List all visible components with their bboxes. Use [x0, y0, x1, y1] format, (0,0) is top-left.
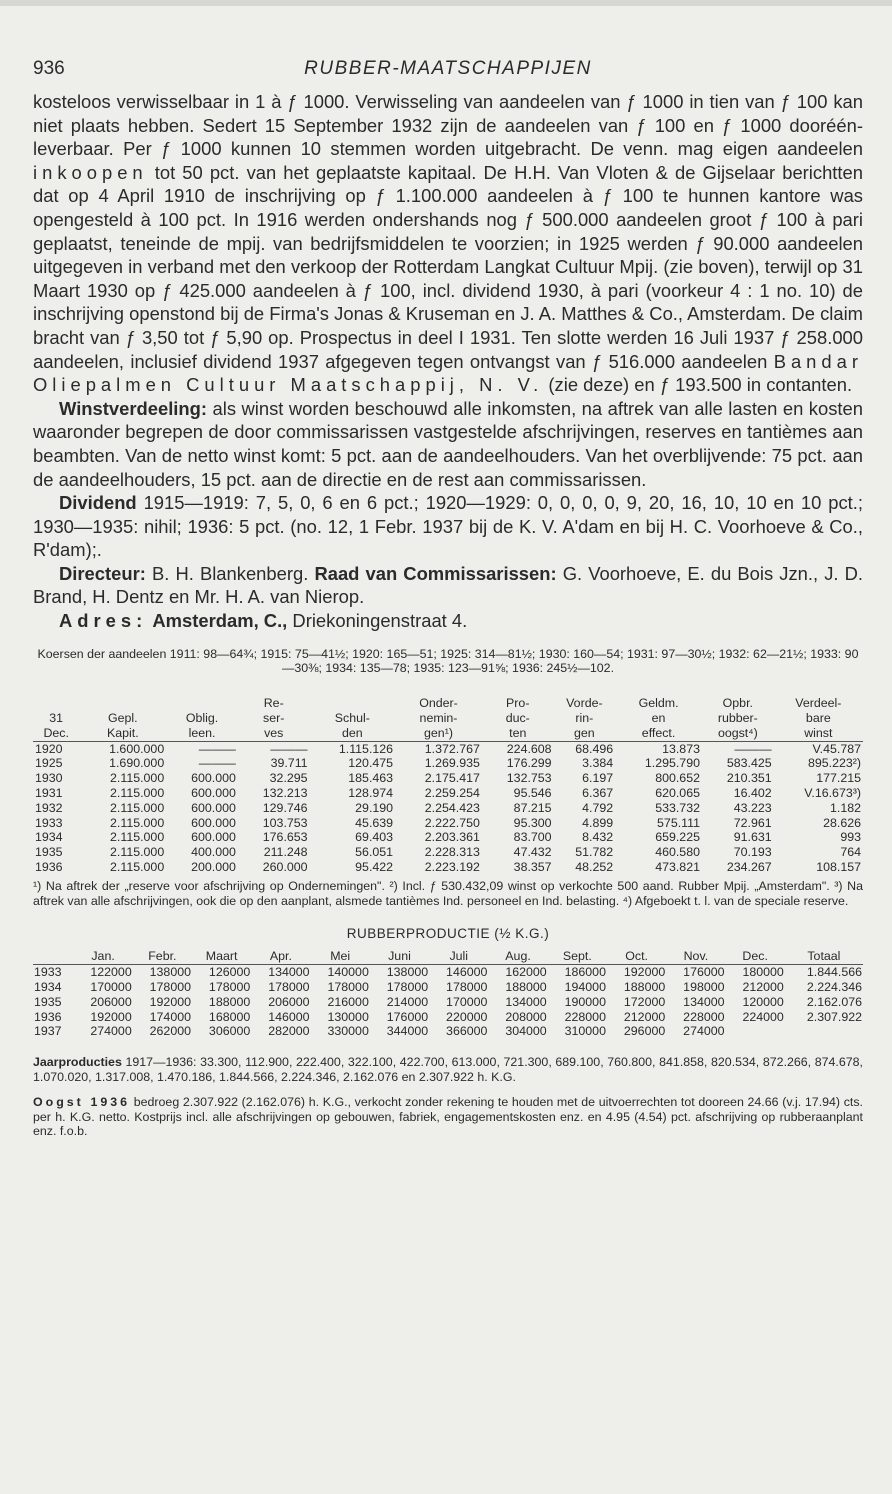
row-year: 1925 [35, 756, 63, 771]
scan-top-edge [0, 0, 892, 6]
table-cell: 2.115.000 [110, 845, 165, 860]
table-cell: 178000 [386, 980, 429, 994]
text-span: kosteloos verwisselbaar in 1 à ƒ 1000. Verwisseling van aandeelen van ƒ 1000 in tien van ƒ 100 kan niet plaats hebben. Sedert 15 September 1932 zijn de aandeelen van ƒ 100 en ƒ 1000 dooréén-leverbaar. Per ƒ 1000 kunnen 10 stemmen worden uitgebracht. De venn. mag eigen aandeelen [33, 91, 863, 160]
table-cell: 178000 [268, 980, 310, 994]
table-cell: 274000 [90, 1024, 132, 1039]
table-cell: 6.367 [582, 786, 614, 801]
column-header-line: rubber- [717, 711, 758, 726]
table-row [33, 756, 863, 771]
table-cell: 47.432 [513, 845, 552, 860]
table-row [33, 771, 863, 786]
column-header: Oct. [607, 949, 666, 964]
emphasis-spaced: inkoopen [33, 161, 148, 183]
table-cell: 764 [840, 845, 861, 860]
table-cell: 3.384 [582, 756, 614, 771]
table-cell: 206000 [268, 994, 310, 1009]
column-header-line: Verdeel- [795, 696, 842, 711]
table-cell: 172000 [623, 994, 666, 1009]
column-header [615, 696, 702, 741]
table-cell: 895.223²) [807, 756, 861, 771]
table-cell: 220000 [446, 1009, 488, 1024]
table-row [33, 980, 863, 995]
text-span: 1917—1936: 33.300, 112.900, 222.400, 322.100, 422.700, 613.000, 721.300, 689.100, 760.800, 841.858, 820.534, 872.266, 874.678, 1.070.020, 1.317.008, 1.470.186, 1.844.566, 2.224.346, 2.162.076 en 2.307.922 h. K.G. [33, 1055, 863, 1084]
column-header-line: nemin- [419, 711, 458, 726]
table-cell: 180000 [742, 965, 784, 980]
row-year: 1936 [34, 1009, 62, 1024]
table-cell: 600.000 [191, 830, 236, 845]
table-cell: 138000 [386, 965, 429, 980]
document-page [33, 58, 863, 1139]
column-header-line: Re- [263, 696, 284, 711]
table-cell: 600.000 [191, 786, 236, 801]
table-cell: 28.626 [823, 815, 861, 830]
table-cell: 190000 [564, 994, 606, 1009]
table-cell: 45.639 [355, 815, 394, 830]
table-cell: 134000 [268, 965, 310, 980]
text-span: G. Voorhoeve, E. du Bois Jzn., J. D. Brand, H. Dentz en Mr. H. A. van Nierop. [33, 562, 863, 608]
table-cell: 1.600.000 [109, 741, 165, 756]
table-cell: 620.065 [655, 786, 700, 801]
table-cell: 178000 [208, 980, 251, 994]
column-header-line: ser- [263, 711, 285, 726]
table-cell: 4.899 [582, 815, 614, 830]
table-cell: 2.254.423 [424, 800, 480, 815]
table-cell: 212000 [623, 1009, 666, 1024]
row-year: 1934 [34, 980, 62, 994]
table-cell: 83.700 [513, 830, 552, 845]
row-year: 1933 [35, 815, 63, 830]
emphasis-spaced: Bandar Oliepalmen Cultuur Maatschappij, N. V. [33, 350, 863, 396]
table-cell: 186000 [564, 965, 606, 980]
text-span: bedroeg 2.307.922 (2.162.076) h. K.G., verkocht zonder rekening te houden met de uitvoerrechten tot dooreen 24.66 (v.j. 17.94) cts. per h. K.G. netto. Kostprijs incl. alle afschrijvingen op gebouwen, fabriek, engagementskosten enz. en 4.95 (4.54) pct. afschrijving op rubberaanplant enz. f.o.b. [33, 1094, 863, 1139]
table-cell [726, 1024, 785, 1039]
table-cell: 1.269.935 [424, 756, 480, 771]
column-header [482, 696, 554, 741]
table-cell: 533.732 [655, 800, 700, 815]
table-cell: 228000 [564, 1009, 606, 1024]
table-cell: 43.223 [733, 800, 772, 815]
table-cell: 8.432 [582, 830, 614, 845]
table-cell: 87.215 [513, 800, 552, 815]
table-cell: 192000 [90, 1009, 132, 1024]
table-cell: 140000 [327, 965, 369, 980]
table-cell: 304000 [505, 1024, 547, 1039]
column-header-line: den [341, 725, 363, 740]
column-header [166, 696, 238, 741]
table-header-row [33, 949, 863, 964]
row-year: 1936 [35, 860, 63, 875]
table-cell: 262000 [149, 1024, 191, 1039]
table-cell: 2.223.192 [424, 860, 480, 875]
share-prices: Koersen der aandeelen 1911: 98—64¾; 1915: 75—41½; 1920: 165—51; 1925: 314—81½; 1930: 160—54; 1931: 97—30½; 1932: 62—21½; 1933: 90—30⅜; 1934: 135—78; 1935: 123—91⅝; 1936: 245½—102. [37, 646, 859, 676]
production-table [33, 949, 863, 1039]
table-cell: 6.197 [582, 771, 614, 786]
running-header [33, 58, 863, 90]
column-header [238, 696, 310, 741]
table-cell: 473.821 [655, 860, 700, 875]
column-header-line: Gepl. [107, 711, 138, 726]
table-cell: 16.402 [733, 786, 772, 801]
table-cell: 29.190 [355, 800, 394, 815]
table-cell: 38.357 [513, 860, 552, 875]
table-cell: 68.496 [575, 741, 614, 756]
table-cell: 174000 [149, 1009, 191, 1024]
table-cell: 2.115.000 [110, 860, 165, 875]
table-cell: 234.267 [726, 860, 772, 875]
production-table-body [33, 965, 863, 1039]
row-year: 1931 [35, 786, 63, 801]
table-footnotes: ¹) Na aftrek der „reserve voor afschrijving op Ondernemingen". ²) Incl. ƒ 530.432,09 winst op verkochte 500 aand. Rubber Mpij. „Amsterdam". ³) Na aftrek van alle afschrijvingen, ook die op den aanplant, alsmede tantièmes Ind. personeel en Ind. belasting. ⁴) Afgeboekt t. l. van de speciale reserve. [33, 878, 863, 908]
table-cell: 103.753 [262, 815, 308, 830]
table-cell: 69.403 [355, 830, 394, 845]
table-cell: 1.182 [829, 800, 861, 815]
table-cell: 162000 [505, 965, 547, 980]
column-header: Sept. [548, 949, 607, 964]
financial-table-head [33, 696, 863, 741]
column-header-line: Geldm. [638, 696, 679, 711]
share-issuance-paragraph [33, 90, 863, 397]
column-header-line: Vorde- [566, 696, 603, 711]
table-cell: 188000 [623, 980, 666, 994]
table-cell: 146000 [268, 1009, 310, 1024]
table-cell: 214000 [386, 994, 429, 1009]
row-year: 1937 [34, 1024, 62, 1039]
table-cell: 208000 [505, 1009, 547, 1024]
column-header [33, 696, 79, 741]
column-header [554, 696, 616, 741]
column-header-line: gen [574, 725, 595, 740]
table-cell: 600.000 [191, 815, 236, 830]
table-cell: 134000 [683, 994, 725, 1009]
column-header [395, 696, 482, 741]
table-row [33, 816, 863, 831]
dividend-paragraph [33, 491, 863, 562]
column-header: Aug. [488, 949, 547, 964]
table-cell: 138000 [149, 965, 191, 980]
table-cell: 176000 [386, 1009, 429, 1024]
winstverdeeling-paragraph [33, 397, 863, 491]
table-cell: 132.213 [262, 786, 308, 801]
row-year: 1935 [35, 845, 63, 860]
table-cell: 1.115.126 [338, 741, 394, 756]
table-cell: 168000 [208, 1009, 251, 1024]
text-span: 1915—1919: 7, 5, 0, 6 en 6 pct.; 1920—1929: 0, 0, 0, 0, 9, 20, 16, 10, 10 en 10 pct.; 1930—1935: nihil; 1936: 5 pct. (no. 12, 1 Febr. 1937 bij de K. V. A'dam en bij H. C. Voorhoeve & Co., R'dam);. [33, 492, 863, 561]
section-label: Adres: [59, 610, 148, 632]
column-header-line: duc- [505, 711, 530, 726]
table-row [33, 1024, 863, 1039]
table-cell: ——— [734, 741, 772, 756]
table-cell: 192000 [623, 965, 666, 980]
directie-paragraph [33, 562, 863, 609]
table-cell: 2.115.000 [110, 786, 165, 801]
table-cell: 192000 [149, 994, 191, 1009]
table-cell: 228000 [683, 1009, 725, 1024]
column-header-line: effect. [641, 725, 676, 740]
table-cell: 206000 [90, 994, 132, 1009]
column-header [774, 696, 863, 741]
table-cell: 130000 [327, 1009, 369, 1024]
table-cell: 274000 [683, 1024, 725, 1039]
column-header [702, 696, 774, 741]
table-cell: 91.631 [733, 830, 772, 845]
table-cell: 1.690.000 [109, 756, 165, 771]
table-cell: 185.463 [348, 771, 394, 786]
column-header-line: Oblig. [185, 711, 219, 726]
table-row [33, 801, 863, 816]
table-row [33, 860, 863, 875]
table-cell: 176000 [683, 965, 725, 980]
table-cell: 122000 [90, 965, 132, 980]
table-cell: 583.425 [726, 756, 772, 771]
table-cell: 2.115.000 [110, 830, 165, 845]
section-label: Jaarproducties [33, 1055, 122, 1070]
column-header: Febr. [133, 949, 192, 964]
table-cell: 188000 [505, 980, 547, 994]
column-header-line: Dec. [43, 725, 69, 740]
table-cell: 993 [840, 830, 861, 845]
table-cell: 296000 [623, 1024, 666, 1039]
table-cell: V.16.673³) [804, 786, 861, 801]
table-cell: 13.873 [662, 741, 700, 756]
column-header-line: winst [804, 725, 833, 740]
table-cell: 120000 [742, 994, 784, 1009]
body-text [33, 90, 863, 633]
table-cell: 400.000 [191, 845, 236, 860]
financial-table-body [33, 741, 863, 875]
oogst-paragraph [33, 1095, 863, 1139]
table-cell: 216000 [327, 994, 369, 1009]
column-header: Apr. [251, 949, 310, 964]
column-header: Maart [192, 949, 251, 964]
page-number: 936 [33, 58, 65, 79]
table-cell: 170000 [446, 994, 488, 1009]
table-cell: 282000 [268, 1024, 310, 1039]
column-header-line: Schul- [334, 711, 370, 726]
table-cell: 95.546 [513, 786, 552, 801]
table-cell: 194000 [564, 980, 606, 994]
table-cell: 2.224.346 [806, 980, 862, 994]
table-cell: 2.307.922 [806, 1009, 862, 1024]
table-cell: 2.115.000 [110, 815, 165, 830]
table-cell: 128.974 [348, 786, 394, 801]
running-title: RUBBER-MAATSCHAPPIJEN [304, 58, 592, 79]
table-cell: 176.299 [506, 756, 552, 771]
table-row [33, 845, 863, 860]
column-header-line: leen. [188, 725, 216, 740]
table-header-row [33, 696, 863, 741]
column-header-line: Pro- [506, 696, 530, 711]
financial-table [33, 696, 863, 875]
table-cell: 344000 [386, 1024, 429, 1039]
section-label: Directeur: [59, 562, 146, 584]
table-cell: 178000 [327, 980, 369, 994]
column-header [33, 949, 73, 964]
table-cell: 56.051 [355, 845, 394, 860]
row-year: 1920 [35, 741, 63, 756]
column-header-line: rin- [575, 711, 594, 726]
table-cell: 48.252 [575, 860, 614, 875]
table-cell: 330000 [327, 1024, 369, 1039]
column-header-line: ten [509, 725, 527, 740]
table-cell: ——— [270, 741, 308, 756]
column-header-line: 31 [49, 711, 64, 726]
table-cell: 200.000 [191, 860, 236, 875]
table-cell: 178000 [446, 980, 488, 994]
table-cell: 126000 [208, 965, 251, 980]
table-cell: 2.162.076 [806, 994, 862, 1009]
row-year: 1930 [35, 771, 63, 786]
table-cell: 177.215 [816, 771, 861, 786]
table-cell: 2.222.750 [424, 815, 480, 830]
table-cell: 366000 [446, 1024, 488, 1039]
table-row [33, 1010, 863, 1025]
table-cell: 212000 [742, 980, 784, 994]
table-cell: 460.580 [655, 845, 700, 860]
table-cell: 129.746 [262, 800, 308, 815]
table-cell: 2.115.000 [110, 800, 165, 815]
table-cell: 39.711 [270, 756, 308, 771]
table-cell: 32.295 [269, 771, 308, 786]
table-cell: 211.248 [263, 845, 308, 860]
table-cell: 51.782 [575, 845, 614, 860]
table-cell: 146000 [446, 965, 488, 980]
table-cell: 260.000 [262, 860, 308, 875]
table-cell: 170000 [90, 980, 132, 994]
table-cell: 659.225 [655, 830, 700, 845]
table-cell: 108.157 [816, 860, 861, 875]
row-year: 1933 [34, 965, 62, 980]
table-cell: 95.422 [355, 860, 394, 875]
column-header: Dec. [726, 949, 785, 964]
column-header: Juni [370, 949, 429, 964]
address-street: Driekoningenstraat 4. [292, 610, 468, 632]
row-year: 1934 [35, 830, 63, 845]
table-cell: 2.115.000 [110, 771, 165, 786]
row-year: 1935 [34, 994, 62, 1009]
column-header-line: en [651, 711, 666, 726]
table-cell: 188000 [208, 994, 251, 1009]
table-cell: 600.000 [191, 771, 236, 786]
table-cell: ——— [198, 741, 236, 756]
table-cell: 2.175.417 [424, 771, 480, 786]
table-cell: 1.295.790 [644, 756, 700, 771]
section-label: Raad van Commissarissen: [314, 562, 557, 584]
column-header: Mei [311, 949, 370, 964]
table-cell: 95.300 [513, 815, 552, 830]
table-cell: 210.351 [726, 771, 772, 786]
table-cell: 2.228.313 [424, 845, 480, 860]
table-row [33, 741, 863, 756]
jaarproducties-paragraph [33, 1055, 863, 1085]
table-cell: 4.792 [582, 800, 614, 815]
column-header: Juli [429, 949, 488, 964]
column-header-line: Opbr. [722, 696, 753, 711]
table-cell: 176.653 [262, 830, 308, 845]
table-cell: 132.753 [506, 771, 552, 786]
table-cell: 600.000 [191, 800, 236, 815]
table-row [33, 965, 863, 980]
column-header-line: Kapit. [106, 725, 139, 740]
column-header-line: ves [264, 725, 284, 740]
row-year: 1932 [35, 800, 63, 815]
table-cell: 198000 [683, 980, 725, 994]
table-cell: 134000 [505, 994, 547, 1009]
production-table-head [33, 949, 863, 964]
column-header: Jan. [73, 949, 132, 964]
address-city: Amsterdam, C., [152, 610, 288, 632]
table-cell: 70.193 [733, 845, 772, 860]
table-cell: V.45.787 [812, 741, 861, 756]
section-label: Winstverdeeling: [59, 397, 208, 419]
table-cell: 72.961 [733, 815, 772, 830]
production-title: RUBBERPRODUCTIE (½ K.G.) [346, 926, 550, 942]
text-span: als winst worden beschouwd alle inkomsten, na aftrek van alle lasten en kosten waaronder begrepen de door commissarissen vastgestelde afschrijvingen, reserves en tantièmes aan beambten. Van de netto winst komt: 5 pct. aan de aandeelhouders. Van het overblijvende: 75 pct. aan de aandeelhouders, 15 pct. aan de directie en de rest aan commissarissen. [33, 397, 863, 490]
table-cell: 224000 [742, 1009, 784, 1024]
column-header-line: gen¹) [424, 725, 453, 740]
column-header [310, 696, 396, 741]
table-cell: 224.608 [506, 741, 552, 756]
text-span: (zie deze) en ƒ 193.500 in contanten. [548, 374, 853, 396]
text-span: tot 50 pct. van het geplaatste kapitaal. De H.H. Van Vloten & de Gijselaar berichtten dat op 4 April 1910 de inschrijving op ƒ 1.100.000 aandeelen à ƒ 100 te hunnen kantore was opengesteld à 100 pct. In 1916 werden ondershands nog ƒ 500.000 aandeelen groot ƒ 100 à pari geplaatst, teneinde de mpij. van bedrijfsmiddelen te voorzien; in 1925 werden ƒ 90.000 aandeelen uitgegeven in verband met den verkoop der Rotterdam Langkat Cultuur Mpij. (zie boven), terwijl op 31 Maart 1930 op ƒ 425.000 aandeelen à ƒ 100, incl. dividend 1930, à pari (voorkeur 4 : 1 no. 10) de inschrijving openstond bij de Firma's Jonas & Kruseman en J. A. Matthes & Co., Amsterdam. De claim bracht van ƒ 3,50 tot ƒ 5,90 op. Prospectus in deel I 1931. Ten slotte werden 16 Juli 1937 ƒ 258.000 aandeelen, inclusief dividend 1937 afgegeven tegen ontvangst van ƒ 516.000 aandeelen [33, 161, 863, 372]
table-cell: ——— [198, 756, 236, 771]
table-cell: 1.844.566 [806, 965, 862, 980]
adres-paragraph [33, 609, 863, 633]
table-cell: 310000 [564, 1024, 606, 1039]
table-row [33, 786, 863, 801]
text-span: B. H. Blankenberg. [151, 562, 309, 584]
column-header: Nov. [666, 949, 725, 964]
table-cell: 120.475 [348, 756, 394, 771]
table-cell: 2.259.254 [424, 786, 480, 801]
table-cell: 575.111 [657, 815, 700, 830]
column-header-line: oogst⁴) [717, 725, 758, 740]
column-header: Totaal [785, 949, 863, 964]
section-label: Dividend [59, 492, 137, 514]
table-cell: 800.652 [655, 771, 700, 786]
column-header [79, 696, 166, 741]
table-row [33, 995, 863, 1010]
table-cell [785, 1024, 863, 1039]
table-cell: 2.203.361 [424, 830, 480, 845]
table-cell: 1.372.767 [424, 741, 480, 756]
table-cell: 306000 [208, 1024, 251, 1039]
table-cell: 178000 [149, 980, 191, 994]
section-label: Oogst 1936 [33, 1094, 131, 1109]
column-header-line: Onder- [419, 696, 458, 711]
table-row [33, 830, 863, 845]
column-header-line: bare [805, 711, 831, 726]
